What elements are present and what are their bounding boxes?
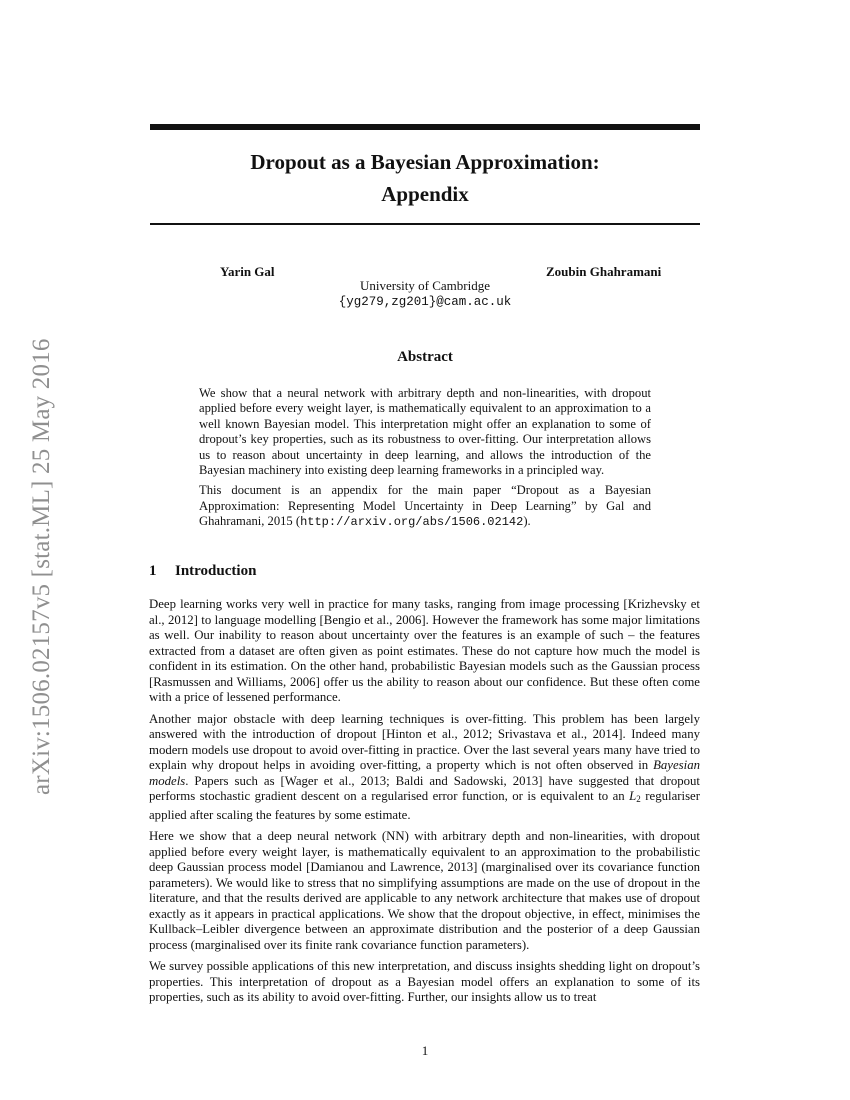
affiliation: University of Cambridge	[360, 278, 490, 293]
intro-paragraph-3: Here we show that a deep neural network (NN) with arbitrary depth and non-linearities, with dropout applied before every weight layer, is mathematically equivalent to an approximation to the probabilistic deep Gaussian process model [Damianou and Lawrence, 2013] (marginalised over its covariance function parameters). We would like to stress that no simplifying assumptions are made on the use of dropout in the literature, and that the results derived are applicable to any network architecture that makes use of dropout exactly as it appears in practical applications. We show that the dropout objective, in effect, minimises the Kullback–Leibler divergence between an approximate distribution and the posterior of a deep Gaussian process (marginalised over its finite rank covariance function parameters).	[149, 829, 700, 952]
abstract-body	[199, 386, 651, 536]
introduction-body	[149, 597, 700, 1012]
author-left: Yarin Gal	[220, 264, 275, 279]
abstract-p2-text: This document is an appendix for the main paper “Dropout as a Bayesian Approximation: Representing Model Uncertainty in Deep Learning” by Gal and Ghahramani, 2015 (	[199, 483, 651, 529]
affiliation-block	[150, 278, 700, 310]
intro-paragraph-1: Deep learning works very well in practice for many tasks, ranging from image processing [Krizhevsky et al., 2012] to language modelling [Bengio et al., 2006]. However the framework has some major limitations as well. Our inability to reason about uncertainty over the features is an example of such – the features extracted from a dataset are often given as point estimates. These do not capture how much the model is confident in its estimation. On the other hand, probabilistic Bayesian models such as the Gaussian process [Rasmussen and Williams, 2006] offer us the ability to reason about our confidence. But these often come with a price of lessened performance.	[149, 597, 700, 704]
section-heading-introduction	[149, 563, 256, 580]
math-L: L	[629, 789, 637, 803]
arxiv-identifier: arXiv:1506.02157v5 [stat.ML] 25 May 2016	[28, 338, 55, 795]
author-emails[interactable]: {yg279,zg201}@cam.ac.uk	[338, 295, 512, 309]
arxiv-side-stamp	[25, 285, 59, 795]
abstract-p2-end: ).	[523, 514, 531, 529]
title-top-rule	[150, 124, 700, 130]
intro-p2-emphasis: Bayesian models	[149, 758, 700, 788]
intro-p2-c: regulariser applied after scaling the features by some estimate.	[149, 789, 700, 822]
section-number: 1	[149, 563, 157, 579]
paper-title	[150, 146, 700, 210]
author-right: Zoubin Ghahramani	[546, 264, 662, 279]
arxiv-link[interactable]: http://arxiv.org/abs/1506.02142	[300, 515, 524, 530]
section-title: Introduction	[175, 563, 257, 579]
math-subscript: 2	[636, 794, 641, 804]
abstract-paragraph-1: We show that a neural network with arbitrary depth and non-linearities, with dropout applied before every weight layer, is mathematically equivalent to an approximation to a well known Bayesian model. This interpretation might offer an explanation to some of dropout’s key properties, such as its robustness to over-fitting. Our interpretation allows us to reason about uncertainty in deep learning, and allows the introduction of the Bayesian machinery into existing deep learning frameworks in a principled way.	[199, 386, 651, 478]
intro-paragraph-2	[149, 712, 700, 824]
title-line-2: Appendix	[381, 182, 469, 206]
title-line-1: Dropout as a Bayesian Approximation:	[250, 150, 600, 174]
abstract-paragraph-2	[199, 483, 651, 530]
page-number: 1	[421, 1043, 429, 1058]
intro-p2-a: Another major obstacle with deep learning techniques is over-fitting. This problem has been largely answered with the introduction of dropout [Hinton et al., 2012; Srivastava et al., 2014]. Indeed many modern models use dropout to avoid over-fitting in practice. Over the last several years many have tried to explain why dropout helps in avoiding over-fitting, a property which is not often observed in	[149, 711, 700, 772]
intro-paragraph-4: We survey possible applications of this new interpretation, and discuss insights shedding light on dropout’s properties. This interpretation of dropout as a Bayesian model offers an explanation to some of its properties, such as its ability to avoid over-fitting. Further, our insights allow us to treat	[149, 959, 700, 1004]
intro-p2-b: . Papers such as [Wager et al., 2013; Baldi and Sadowski, 2013] have suggested that dropout performs stochastic gradient descent on a regularised error function, or is equivalent to an	[149, 773, 700, 803]
title-bottom-rule	[150, 223, 700, 225]
abstract-heading: Abstract	[397, 349, 453, 365]
